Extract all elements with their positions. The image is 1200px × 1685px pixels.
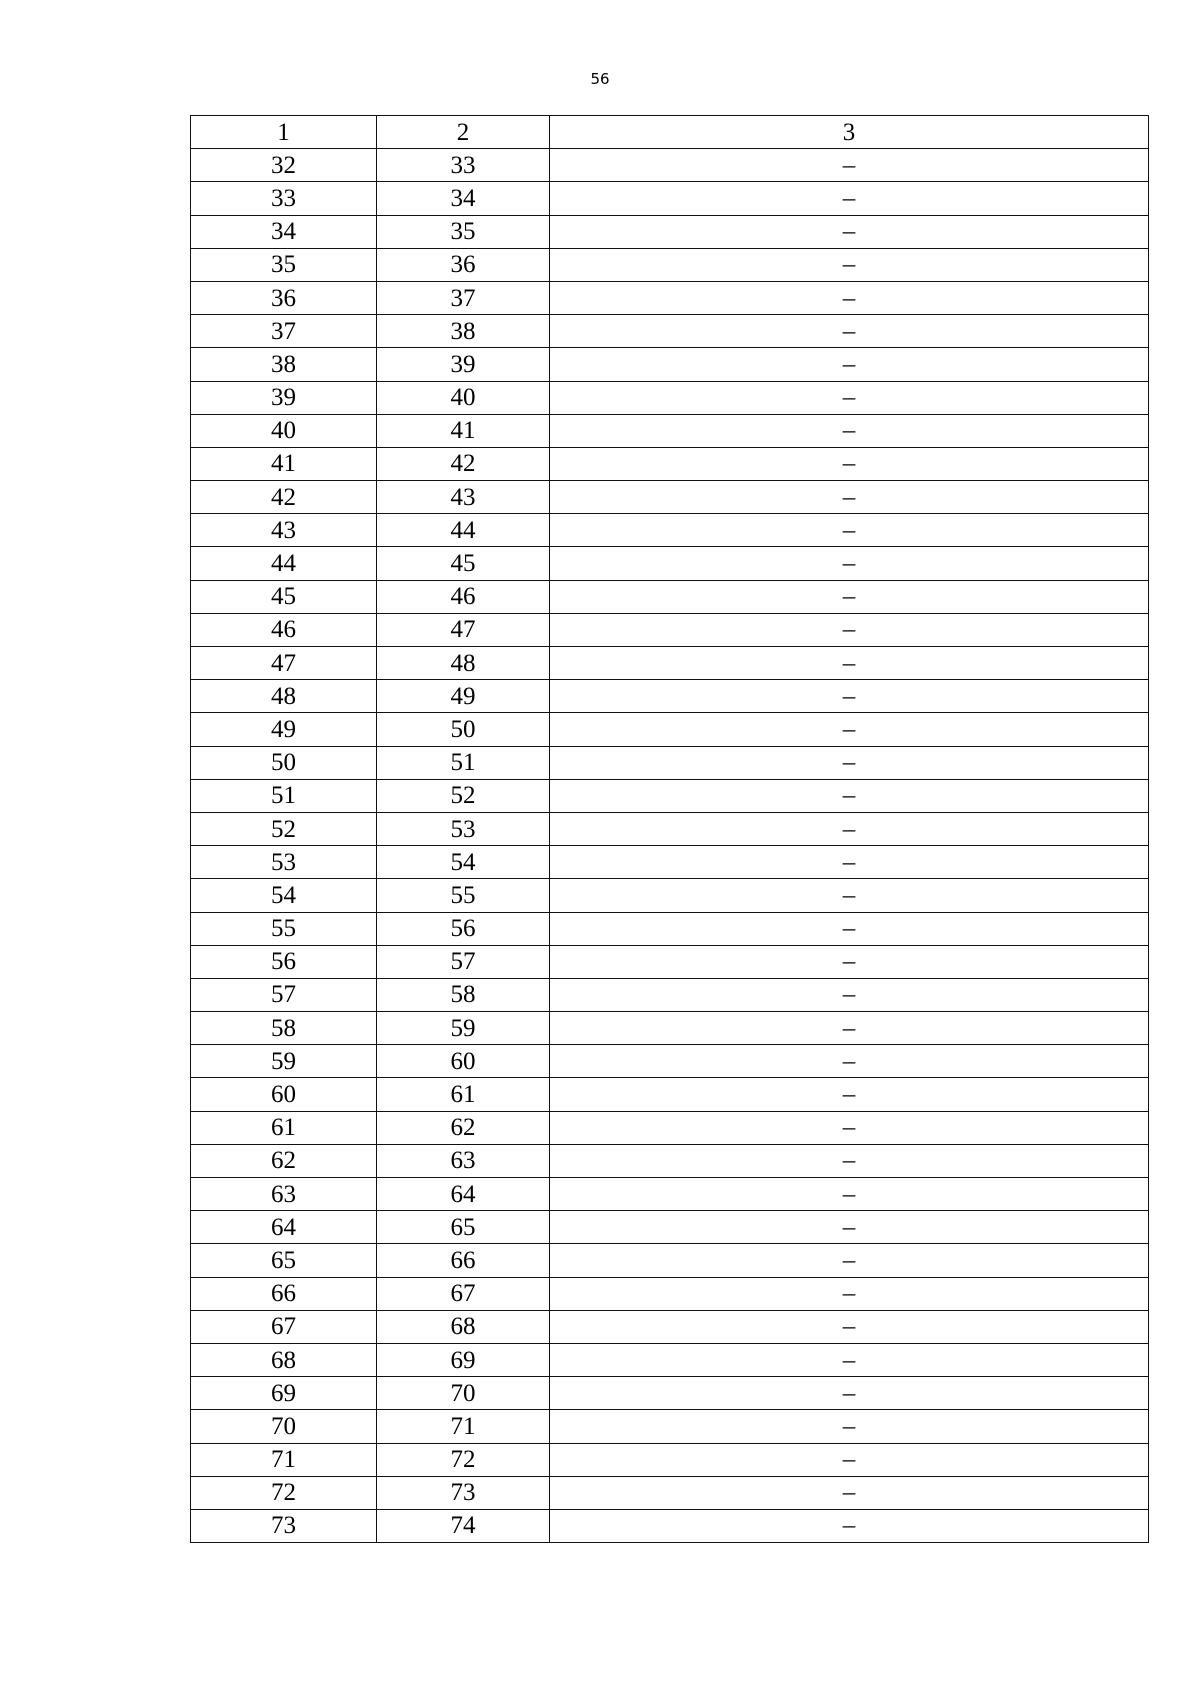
header-cell-col2: 2 bbox=[377, 116, 550, 149]
table-row bbox=[191, 414, 1149, 447]
table-cell-col1: 61 bbox=[191, 1111, 377, 1144]
table-cell-col1: 55 bbox=[191, 912, 377, 945]
table-cell-col2: 74 bbox=[377, 1509, 550, 1542]
table-cell-col3: – bbox=[550, 215, 1149, 248]
table-cell-col3: – bbox=[550, 1443, 1149, 1476]
table-cell-col3: – bbox=[550, 846, 1149, 879]
table-cell-col1: 57 bbox=[191, 978, 377, 1011]
table-cell-col2: 59 bbox=[377, 1012, 550, 1045]
table-row bbox=[191, 580, 1149, 613]
table-cell-col1: 63 bbox=[191, 1178, 377, 1211]
table-cell-col3: – bbox=[550, 812, 1149, 845]
table-cell-col3: – bbox=[550, 1343, 1149, 1376]
table-cell-col1: 40 bbox=[191, 414, 377, 447]
table-cell-col2: 43 bbox=[377, 481, 550, 514]
table-header-row bbox=[191, 116, 1149, 149]
table-cell-col2: 62 bbox=[377, 1111, 550, 1144]
page-number: 56 bbox=[590, 70, 610, 88]
table-cell-col2: 39 bbox=[377, 348, 550, 381]
table-cell-col3: – bbox=[550, 149, 1149, 182]
table-cell-col3: – bbox=[550, 315, 1149, 348]
table-cell-col2: 67 bbox=[377, 1277, 550, 1310]
table-cell-col3: – bbox=[550, 1078, 1149, 1111]
table-cell-col3: – bbox=[550, 182, 1149, 215]
table-cell-col1: 42 bbox=[191, 481, 377, 514]
table-row bbox=[191, 1343, 1149, 1376]
table-row bbox=[191, 1310, 1149, 1343]
table-row bbox=[191, 1476, 1149, 1509]
table-cell-col1: 46 bbox=[191, 613, 377, 646]
table-cell-col1: 69 bbox=[191, 1377, 377, 1410]
table-cell-col3: – bbox=[550, 414, 1149, 447]
table-cell-col2: 48 bbox=[377, 647, 550, 680]
table-cell-col2: 65 bbox=[377, 1211, 550, 1244]
table-cell-col2: 33 bbox=[377, 149, 550, 182]
table-cell-col2: 71 bbox=[377, 1410, 550, 1443]
table-cell-col2: 61 bbox=[377, 1078, 550, 1111]
table-cell-col2: 36 bbox=[377, 248, 550, 281]
table-row bbox=[191, 846, 1149, 879]
table-cell-col1: 65 bbox=[191, 1244, 377, 1277]
table-row bbox=[191, 879, 1149, 912]
table-row bbox=[191, 281, 1149, 314]
table-cell-col2: 46 bbox=[377, 580, 550, 613]
table-row bbox=[191, 1144, 1149, 1177]
table-row bbox=[191, 1244, 1149, 1277]
table-cell-col3: – bbox=[550, 1244, 1149, 1277]
table-cell-col3: – bbox=[550, 945, 1149, 978]
table-cell-col2: 54 bbox=[377, 846, 550, 879]
table-cell-col2: 49 bbox=[377, 680, 550, 713]
table-cell-col2: 56 bbox=[377, 912, 550, 945]
table-cell-col1: 71 bbox=[191, 1443, 377, 1476]
table-cell-col3: – bbox=[550, 447, 1149, 480]
table-cell-col3: – bbox=[550, 746, 1149, 779]
table-cell-col1: 67 bbox=[191, 1310, 377, 1343]
table-row bbox=[191, 746, 1149, 779]
table-cell-col1: 60 bbox=[191, 1078, 377, 1111]
table-cell-col1: 58 bbox=[191, 1012, 377, 1045]
table-row bbox=[191, 1277, 1149, 1310]
table-row bbox=[191, 647, 1149, 680]
table-row bbox=[191, 1377, 1149, 1410]
table-cell-col1: 32 bbox=[191, 149, 377, 182]
table-cell-col3: – bbox=[550, 779, 1149, 812]
table-row bbox=[191, 149, 1149, 182]
table-row bbox=[191, 912, 1149, 945]
table-cell-col1: 59 bbox=[191, 1045, 377, 1078]
table-cell-col1: 36 bbox=[191, 281, 377, 314]
table-cell-col2: 57 bbox=[377, 945, 550, 978]
table-cell-col1: 56 bbox=[191, 945, 377, 978]
table-cell-col1: 38 bbox=[191, 348, 377, 381]
table-cell-col1: 50 bbox=[191, 746, 377, 779]
table-cell-col2: 63 bbox=[377, 1144, 550, 1177]
table-cell-col3: – bbox=[550, 381, 1149, 414]
table-cell-col2: 51 bbox=[377, 746, 550, 779]
table-body bbox=[191, 116, 1149, 1543]
table-row bbox=[191, 514, 1149, 547]
table-cell-col2: 58 bbox=[377, 978, 550, 1011]
table-cell-col2: 35 bbox=[377, 215, 550, 248]
table-row bbox=[191, 348, 1149, 381]
table-cell-col1: 68 bbox=[191, 1343, 377, 1376]
table-row bbox=[191, 381, 1149, 414]
table-cell-col1: 35 bbox=[191, 248, 377, 281]
table-cell-col3: – bbox=[550, 547, 1149, 580]
table-cell-col1: 72 bbox=[191, 1476, 377, 1509]
table-row bbox=[191, 1012, 1149, 1045]
table-cell-col2: 42 bbox=[377, 447, 550, 480]
table-cell-col2: 34 bbox=[377, 182, 550, 215]
table-cell-col1: 34 bbox=[191, 215, 377, 248]
table-cell-col3: – bbox=[550, 1045, 1149, 1078]
table-cell-col3: – bbox=[550, 978, 1149, 1011]
table-row bbox=[191, 1443, 1149, 1476]
table-cell-col2: 73 bbox=[377, 1476, 550, 1509]
table-row bbox=[191, 215, 1149, 248]
table-cell-col2: 70 bbox=[377, 1377, 550, 1410]
table-row bbox=[191, 481, 1149, 514]
table-row bbox=[191, 779, 1149, 812]
table-cell-col2: 68 bbox=[377, 1310, 550, 1343]
table-row bbox=[191, 1111, 1149, 1144]
table-cell-col1: 51 bbox=[191, 779, 377, 812]
header-cell-col1: 1 bbox=[191, 116, 377, 149]
table-cell-col2: 50 bbox=[377, 713, 550, 746]
table-row bbox=[191, 547, 1149, 580]
table-row bbox=[191, 945, 1149, 978]
table-cell-col1: 33 bbox=[191, 182, 377, 215]
table-cell-col3: – bbox=[550, 1144, 1149, 1177]
table-cell-col2: 47 bbox=[377, 613, 550, 646]
table-cell-col1: 62 bbox=[191, 1144, 377, 1177]
table-cell-col2: 55 bbox=[377, 879, 550, 912]
table-cell-col2: 44 bbox=[377, 514, 550, 547]
table-cell-col3: – bbox=[550, 481, 1149, 514]
table-cell-col1: 44 bbox=[191, 547, 377, 580]
table-cell-col3: – bbox=[550, 879, 1149, 912]
header-cell-col3: 3 bbox=[550, 116, 1149, 149]
table-row bbox=[191, 1178, 1149, 1211]
table-cell-col3: – bbox=[550, 1310, 1149, 1343]
table-cell-col1: 70 bbox=[191, 1410, 377, 1443]
table-cell-col1: 41 bbox=[191, 447, 377, 480]
table-row bbox=[191, 315, 1149, 348]
table-row bbox=[191, 1211, 1149, 1244]
table-cell-col1: 37 bbox=[191, 315, 377, 348]
table-cell-col3: – bbox=[550, 248, 1149, 281]
table-cell-col1: 52 bbox=[191, 812, 377, 845]
table-row bbox=[191, 1078, 1149, 1111]
table-cell-col3: – bbox=[550, 1509, 1149, 1542]
table-cell-col1: 54 bbox=[191, 879, 377, 912]
table-cell-col1: 53 bbox=[191, 846, 377, 879]
table-row bbox=[191, 812, 1149, 845]
table-cell-col2: 40 bbox=[377, 381, 550, 414]
table-cell-col3: – bbox=[550, 1410, 1149, 1443]
table-cell-col3: – bbox=[550, 912, 1149, 945]
table-cell-col3: – bbox=[550, 1476, 1149, 1509]
table-cell-col1: 43 bbox=[191, 514, 377, 547]
table-cell-col2: 66 bbox=[377, 1244, 550, 1277]
table-cell-col1: 64 bbox=[191, 1211, 377, 1244]
table-cell-col3: – bbox=[550, 1377, 1149, 1410]
table-cell-col3: – bbox=[550, 647, 1149, 680]
table-cell-col1: 45 bbox=[191, 580, 377, 613]
table-cell-col2: 37 bbox=[377, 281, 550, 314]
table-cell-col2: 52 bbox=[377, 779, 550, 812]
table-cell-col3: – bbox=[550, 1211, 1149, 1244]
table-cell-col2: 72 bbox=[377, 1443, 550, 1476]
table-cell-col3: – bbox=[550, 1178, 1149, 1211]
table-row bbox=[191, 248, 1149, 281]
table-cell-col3: – bbox=[550, 580, 1149, 613]
table-cell-col2: 53 bbox=[377, 812, 550, 845]
table-cell-col3: – bbox=[550, 348, 1149, 381]
table-cell-col1: 39 bbox=[191, 381, 377, 414]
table-cell-col1: 73 bbox=[191, 1509, 377, 1542]
table-cell-col3: – bbox=[550, 713, 1149, 746]
table-cell-col3: – bbox=[550, 680, 1149, 713]
table-cell-col1: 47 bbox=[191, 647, 377, 680]
table-cell-col1: 49 bbox=[191, 713, 377, 746]
data-table bbox=[190, 115, 1149, 1543]
table-cell-col3: – bbox=[550, 514, 1149, 547]
table-cell-col2: 38 bbox=[377, 315, 550, 348]
table-row bbox=[191, 1410, 1149, 1443]
table-cell-col1: 48 bbox=[191, 680, 377, 713]
table-cell-col2: 41 bbox=[377, 414, 550, 447]
table-cell-col2: 60 bbox=[377, 1045, 550, 1078]
table-row bbox=[191, 1509, 1149, 1542]
table-row bbox=[191, 713, 1149, 746]
table-cell-col3: – bbox=[550, 1277, 1149, 1310]
table-cell-col3: – bbox=[550, 1111, 1149, 1144]
table-cell-col3: – bbox=[550, 613, 1149, 646]
table-cell-col1: 66 bbox=[191, 1277, 377, 1310]
table-row bbox=[191, 447, 1149, 480]
table-row bbox=[191, 1045, 1149, 1078]
table-row bbox=[191, 613, 1149, 646]
table-row bbox=[191, 978, 1149, 1011]
table-cell-col3: – bbox=[550, 281, 1149, 314]
table-row bbox=[191, 680, 1149, 713]
table-cell-col3: – bbox=[550, 1012, 1149, 1045]
table-row bbox=[191, 182, 1149, 215]
table-cell-col2: 64 bbox=[377, 1178, 550, 1211]
table-cell-col2: 45 bbox=[377, 547, 550, 580]
table-cell-col2: 69 bbox=[377, 1343, 550, 1376]
